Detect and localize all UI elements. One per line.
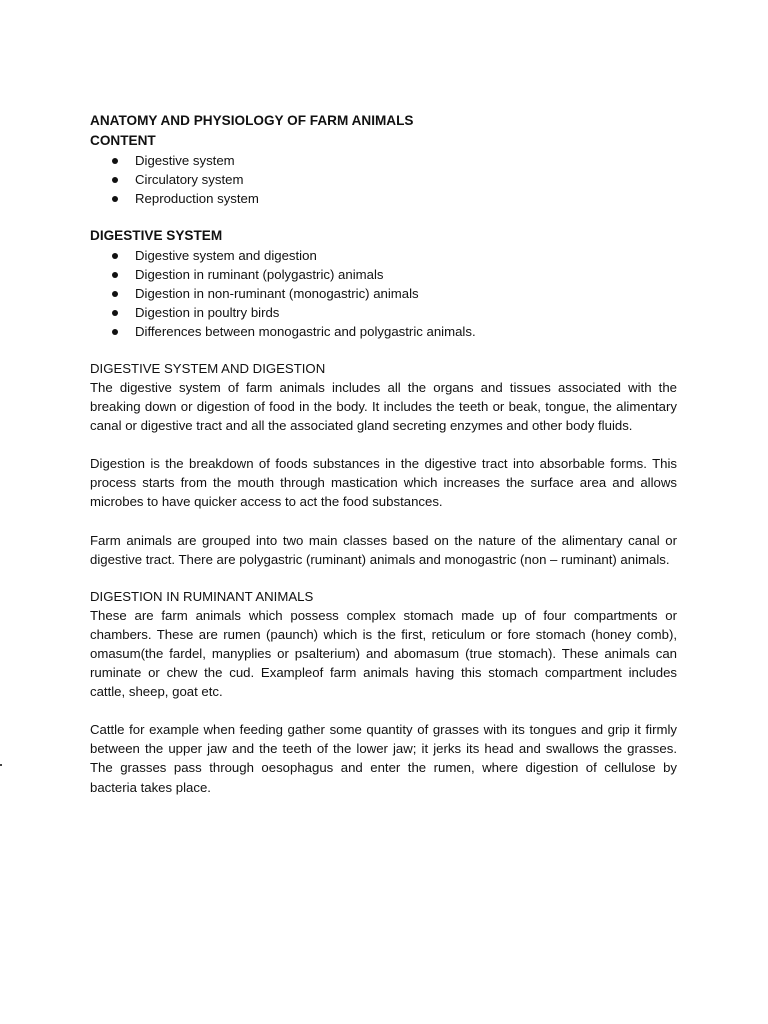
digestive-list: [90, 246, 677, 341]
document-title: ANATOMY AND PHYSIOLOGY OF FARM ANIMALS: [90, 113, 414, 128]
bullet-icon: [112, 196, 118, 202]
content-heading: CONTENT: [90, 133, 156, 148]
bullet-icon: [112, 329, 118, 335]
list-item-text: Digestive system: [135, 153, 235, 168]
list-item-text: Digestion in poultry birds: [135, 305, 280, 320]
margin-mark: [0, 764, 2, 766]
list-item-text: Differences between monogastric and polygastric animals.: [135, 324, 476, 339]
paragraph: Digestion is the breakdown of foods substances in the digestive tract into absorbable forms. This process starts from the mouth through mastication which increases the surface area and allows microbes to have quicker access to act the food substances.: [90, 456, 677, 510]
section-title-digestion-in-ruminant-animals: DIGESTION IN RUMINANT ANIMALS: [90, 588, 314, 604]
bullet-icon: [112, 177, 118, 183]
list-item: [90, 189, 677, 208]
list-item-text: Digestion in ruminant (polygastric) animals: [135, 267, 384, 282]
bullet-icon: [112, 272, 118, 278]
bullet-icon: [112, 158, 118, 164]
list-item-text: Digestive system and digestion: [135, 248, 317, 263]
list-item-text: Digestion in non-ruminant (monogastric) animals: [135, 286, 419, 301]
bullet-icon: [112, 291, 118, 297]
paragraph: These are farm animals which possess complex stomach made up of four compartments or chambers. These are rumen (paunch) which is the first, reticulum or fore stomach (honey comb), omasum(the fardel, manyplies or psalterium) and abomasum (true stomach). These animals can ruminate or chew the cud. Exampleof farm animals having this stomach compartment includes cattle, sheep, goat etc.: [90, 607, 677, 700]
section-title-digestive-system-and-digestion: DIGESTIVE SYSTEM AND DIGESTION: [90, 361, 326, 376]
bullet-icon: [112, 310, 118, 316]
content-list: [90, 151, 677, 208]
list-item: [90, 303, 677, 322]
list-item: [90, 265, 677, 284]
paragraph: The digestive system of farm animals includes all the organs and tissues associated with the breaking down or digestion of food in the body. It includes the teeth or beak, tongue, the alimentary canal or digestive tract and all the associated gland secreting enzymes and other body fluids.: [90, 380, 677, 434]
list-item-text: Reproduction system: [135, 191, 259, 206]
list-item: [90, 170, 677, 189]
list-item: [90, 284, 677, 303]
bullet-icon: [112, 253, 118, 259]
list-item: [90, 246, 677, 265]
list-item: [90, 322, 677, 341]
digestive-system-heading: DIGESTIVE SYSTEM: [90, 228, 223, 243]
list-item: [90, 151, 677, 170]
document-page: [90, 111, 677, 797]
paragraph: Farm animals are grouped into two main classes based on the nature of the alimentary canal or digestive tract. There are polygastric (ruminant) animals and monogastric (non – ruminant) animals.: [90, 532, 677, 567]
paragraph: Cattle for example when feeding gather some quantity of grasses with its tongues and grip it firmly between the upper jaw and the teeth of the lower jaw; it jerks its head and swallows the grasses. The grasses pass through oesophagus and enter the rumen, where digestion of cellulose by bacteria takes place.: [90, 722, 677, 795]
list-item-text: Circulatory system: [135, 172, 244, 187]
